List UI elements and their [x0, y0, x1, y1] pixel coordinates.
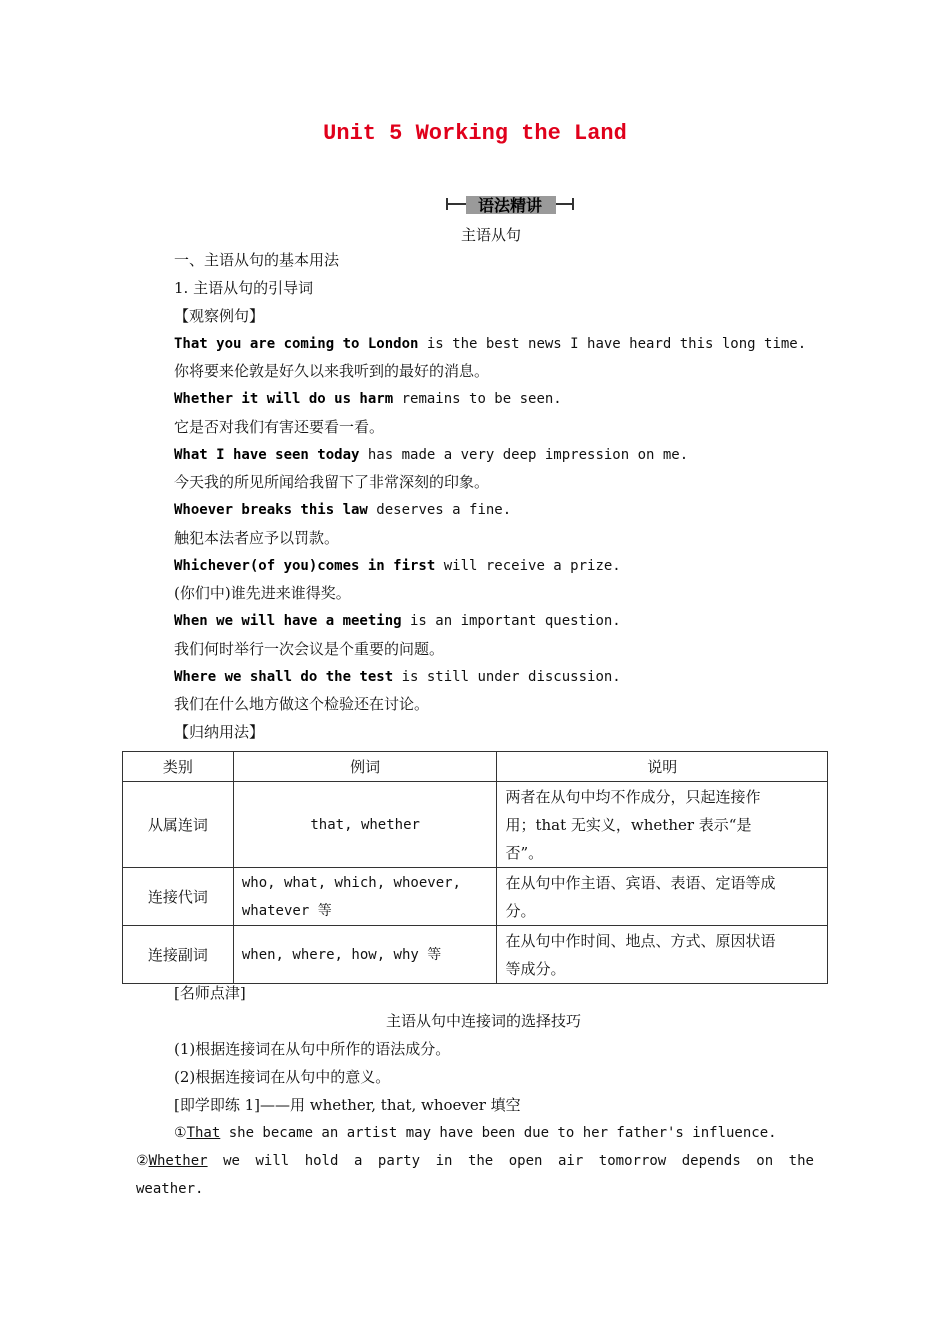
word: will [255, 1153, 290, 1169]
answer-blank: That [186, 1125, 221, 1141]
example-rest: is the best news I have heard this long time. [418, 336, 807, 352]
example-cn: 触犯本法者应予以罚款。 [174, 529, 340, 547]
example-rest: is an important question. [401, 613, 621, 629]
note-line: 在从句中作时间、地点、方式、原因状语 [505, 931, 776, 950]
example-clause: That you are coming to London [174, 336, 419, 352]
note-line: 等成分。 [505, 959, 566, 978]
cell-category: 连接代词 [123, 868, 234, 926]
example-en [174, 667, 621, 687]
page-title: Unit 5 Working the Land [323, 121, 627, 146]
note-line: 否”。 [505, 843, 544, 862]
example-cn: 今天我的所见所闻给我留下了非常深刻的印象。 [174, 473, 490, 491]
word: the [467, 1153, 494, 1169]
note-line: 两者在从句中均不作成分，只起连接作 [505, 787, 761, 806]
example-rest: deserves a fine. [367, 502, 512, 518]
example-clause: Whichever(of you)comes in first [174, 558, 436, 574]
item-lead [136, 1151, 208, 1171]
example-rest: has made a very deep impression on me. [359, 447, 689, 463]
example-en [174, 611, 621, 631]
example-rest: remains to be seen. [393, 391, 562, 407]
tip-title: 主语从句中连接词的选择技巧 [386, 1012, 582, 1030]
header-words: 例词 [233, 752, 497, 782]
example-en [174, 556, 621, 576]
word: party [377, 1153, 421, 1169]
cell-category: 连接副词 [123, 926, 234, 984]
example-rest: is still under discussion. [393, 669, 621, 685]
word: depends [681, 1153, 741, 1169]
cell-words [233, 868, 497, 926]
heading-conjunctions: 1. 主语从句的引导词 [174, 279, 314, 297]
note-line: 在从句中作主语、宾语、表语、定语等成 [505, 873, 776, 892]
word: open [508, 1153, 543, 1169]
example-rest: will receive a prize. [435, 558, 621, 574]
note-line: 用；that 无实义，whether 表示“是 [505, 815, 752, 834]
example-cn: 我们何时举行一次会议是个重要的问题。 [174, 640, 445, 658]
words-line: whatever 等 [241, 902, 332, 919]
practice-item [174, 1123, 777, 1143]
example-clause: Where we shall do the test [174, 669, 394, 685]
example-clause: Whether it will do us harm [174, 391, 394, 407]
summary-label: 【归纳用法】 [174, 723, 265, 741]
example-clause: Whoever breaks this law [174, 502, 368, 518]
observe-label: 【观察例句】 [174, 307, 265, 325]
cell-words: that, whether [233, 782, 497, 868]
item-number: ① [174, 1125, 187, 1141]
note-line: 分。 [505, 901, 536, 920]
usage-table [122, 751, 828, 984]
answer-blank: Whether [148, 1153, 208, 1169]
example-clause: What I have seen today [174, 447, 360, 463]
section-subtitle: 主语从句 [461, 226, 522, 244]
word: on [756, 1153, 774, 1169]
table-row [123, 782, 828, 868]
header-note: 说明 [497, 752, 828, 782]
cell-note [497, 926, 828, 984]
word: tomorrow [598, 1153, 667, 1169]
heading-basic-usage: 一、主语从句的基本用法 [174, 251, 340, 269]
word: a [353, 1153, 363, 1169]
teacher-tip-label: [名师点津] [174, 984, 246, 1002]
words-line: who, what, which, whoever, [241, 874, 461, 891]
example-en [174, 334, 806, 354]
example-cn: 你将要来伦敦是好久以来我听到的最好的消息。 [174, 362, 490, 380]
section-banner [446, 192, 574, 216]
banner-text: 语法精讲 [477, 196, 542, 215]
cell-note [497, 782, 828, 868]
example-en [174, 500, 511, 520]
word: hold [304, 1153, 339, 1169]
word: we [223, 1153, 240, 1169]
item-rest: she became an artist may have been due to her father's influence. [220, 1125, 777, 1141]
tip-item: (1)根据连接词在从句中所作的语法成分。 [174, 1040, 451, 1058]
table-header-row [123, 752, 828, 782]
example-cn: 它是否对我们有害还要看一看。 [174, 418, 385, 436]
table-row [123, 926, 828, 984]
cell-note [497, 868, 828, 926]
cell-category: 从属连词 [123, 782, 234, 868]
example-en [174, 445, 688, 465]
practice-label: [即学即练 1]——用 whether, that, whoever 填空 [174, 1096, 521, 1114]
cell-words: when, where, how, why 等 [233, 926, 497, 984]
header-category: 类别 [123, 752, 234, 782]
word: air [557, 1153, 584, 1169]
practice-item [136, 1151, 814, 1171]
word: the [788, 1153, 814, 1169]
example-cn: 我们在什么地方做这个检验还在讨论。 [174, 695, 430, 713]
example-clause: When we will have a meeting [174, 613, 402, 629]
example-en [174, 389, 562, 409]
table-row [123, 868, 828, 926]
item-number: ② [136, 1153, 149, 1169]
tip-item: (2)根据连接词在从句中的意义。 [174, 1068, 391, 1086]
practice-item-tail: weather. [136, 1181, 204, 1197]
word: in [435, 1153, 453, 1169]
example-cn: (你们中)谁先进来谁得奖。 [174, 584, 351, 602]
